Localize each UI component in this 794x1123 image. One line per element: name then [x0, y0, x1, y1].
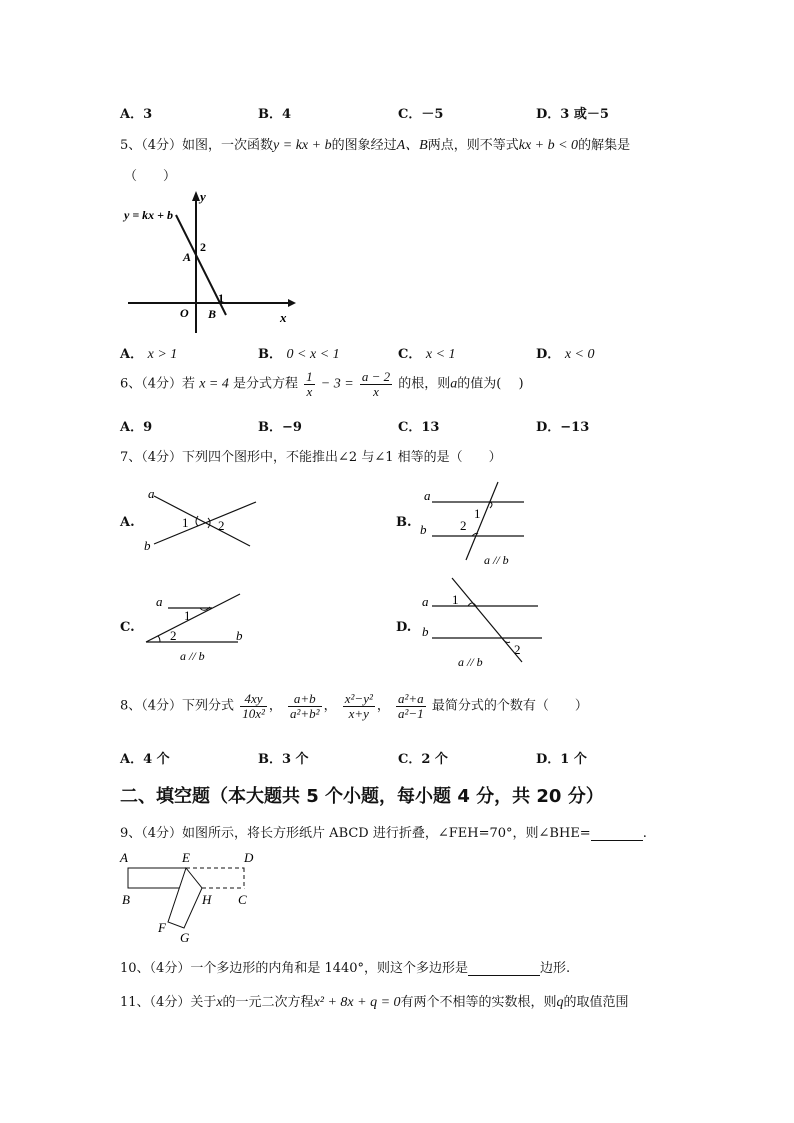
q5-inequality: kx + b < 0	[518, 138, 579, 153]
q5-option-d: D． x < 0	[536, 347, 595, 362]
q9-answer-blank	[591, 825, 643, 841]
q7-figure-c	[142, 588, 252, 664]
q5-x-arrow	[288, 299, 296, 307]
q6-option-a: A．9	[120, 420, 153, 435]
q5-option-a: A． x > 1	[120, 347, 178, 362]
q6-fraction-1: $\frac{1}{x}$	[306, 369, 313, 399]
q10-answer-blank	[468, 960, 540, 976]
q6-option-b: B．−9	[258, 420, 302, 435]
q8-option-d: D．1 个	[536, 752, 587, 767]
svg-text:A: A	[120, 850, 128, 865]
q8-option-a: A．4 个	[120, 752, 170, 767]
q8-stem: 8、（4分）下列分式 $\frac{4xy}{\text{10x²}}$ ， $\frac{a+b}{\text{a²+b²}}$ ， $\frac{\text{x²−y²}}{x+y}$ ， $\frac{\text{a²+a}}{\text{a²−1}}$ 最简分式的个数有（ ）	[120, 691, 588, 721]
svg-text:H: H	[202, 892, 212, 907]
svg-text:F: F	[158, 920, 166, 935]
q5-stem: 5、（4分）如图，一次函数y = kx + b的图象经过A、B两点，则不等式kx + b < 0的解集是	[120, 138, 631, 153]
q5-option-c: C． x < 1	[398, 347, 456, 362]
svg-text:2: 2	[170, 628, 177, 643]
q8-fraction-3: $\frac{\text{x²−y²}}{x+y}$	[344, 691, 373, 721]
q6-option-d: D．−13	[536, 420, 590, 435]
q7-figure-b	[418, 480, 538, 568]
q8-option-c: C．2 个	[398, 752, 448, 767]
q5-point-b-label: B	[208, 307, 217, 321]
section-2-heading: 二、填空题（本大题共 5 个小题，每小题 4 分，共 20 分）	[120, 786, 604, 807]
q11-equation: x² + 8x + q = 0	[313, 995, 401, 1010]
q6-fraction-2: $\frac{a - 2}{x}$	[361, 369, 391, 399]
svg-text:b: b	[236, 628, 243, 643]
q8-option-b: B．3 个	[258, 752, 309, 767]
q5-answer-paren: （ ）	[124, 169, 177, 184]
svg-text:b: b	[144, 538, 151, 553]
q5-y-label: y	[200, 189, 206, 204]
svg-text:E: E	[182, 850, 190, 865]
svg-text:a: a	[156, 594, 163, 609]
q7-figure-d	[418, 576, 543, 674]
svg-text:1: 1	[182, 515, 189, 530]
q8-fraction-4: $\frac{\text{a²+a}}{\text{a²−1}}$	[398, 691, 424, 721]
q5-point-a-label: A	[183, 250, 192, 264]
q7-figure-a	[138, 484, 263, 554]
svg-text:a: a	[148, 486, 155, 501]
svg-text:a // b: a // b	[458, 655, 483, 669]
svg-text:B: B	[122, 892, 130, 907]
svg-text:G: G	[180, 930, 190, 945]
q5-origin-label: O	[180, 306, 189, 320]
svg-text:D: D	[244, 850, 254, 865]
q5-line-label: y = kx + b	[124, 208, 174, 222]
q10-stem: 10、（4分）一个多边形的内角和是 1440°，则这个多边形是 边形.	[120, 961, 571, 976]
q5-y-intercept-label: 2	[200, 240, 206, 254]
svg-text:1: 1	[474, 506, 481, 521]
svg-text:C: C	[238, 892, 247, 907]
q5-graph	[120, 185, 300, 335]
q11-stem: 11、（4分）关于x的一元二次方程x² + 8x + q = 0有两个不相等的实数根，则q的取值范围	[120, 995, 629, 1010]
q9-stem: 9、（4分）如图所示，将长方形纸片 ABCD 进行折叠，∠FEH=70°，则∠BHE= .	[120, 826, 647, 841]
q5-option-b: B． 0 < x < 1	[258, 347, 340, 362]
q4-option-c: C．－5	[398, 107, 444, 122]
svg-text:2: 2	[514, 642, 521, 657]
q7-label-a: A.	[120, 515, 135, 530]
q4-option-a: A．3	[120, 107, 153, 122]
q6-option-c: C．13	[398, 420, 440, 435]
svg-text:2: 2	[218, 518, 225, 533]
q8-fraction-2: $\frac{a+b}{\text{a²+b²}}$	[290, 691, 320, 721]
svg-text:b: b	[422, 624, 429, 639]
svg-text:a: a	[424, 488, 431, 503]
svg-text:a // b: a // b	[484, 553, 509, 567]
svg-text:2: 2	[460, 518, 467, 533]
q7-stem: 7、（4分）下列四个图形中，不能推出∠2 与∠1 相等的是（ ）	[120, 450, 502, 465]
q7-label-c: C.	[120, 620, 135, 635]
q5-y-arrow	[192, 191, 200, 201]
svg-text:b: b	[420, 522, 427, 537]
q4-option-b: B．4	[258, 107, 292, 122]
q5-x-intercept-label: 1	[218, 291, 224, 305]
q8-fraction-1: $\frac{4xy}{\text{10x²}}$	[242, 691, 265, 721]
q7-label-d: D.	[396, 620, 412, 635]
q5-x-label: x	[280, 310, 287, 325]
q4-option-d: D．3 或－5	[536, 107, 609, 122]
svg-text:1: 1	[184, 608, 191, 623]
svg-text:a // b: a // b	[180, 649, 205, 663]
q6-stem: 6、（4分）若 x = 4 是分式方程 $\frac{1}{x}$ − 3 = $\frac{a - 2}{x}$ 的根，则a的值为( )	[120, 369, 524, 399]
q9-folding-figure	[116, 846, 266, 946]
svg-text:a: a	[422, 594, 429, 609]
q7-label-b: B.	[396, 515, 412, 530]
svg-text:1: 1	[452, 592, 459, 607]
q5-function: y = kx + b	[273, 138, 332, 153]
